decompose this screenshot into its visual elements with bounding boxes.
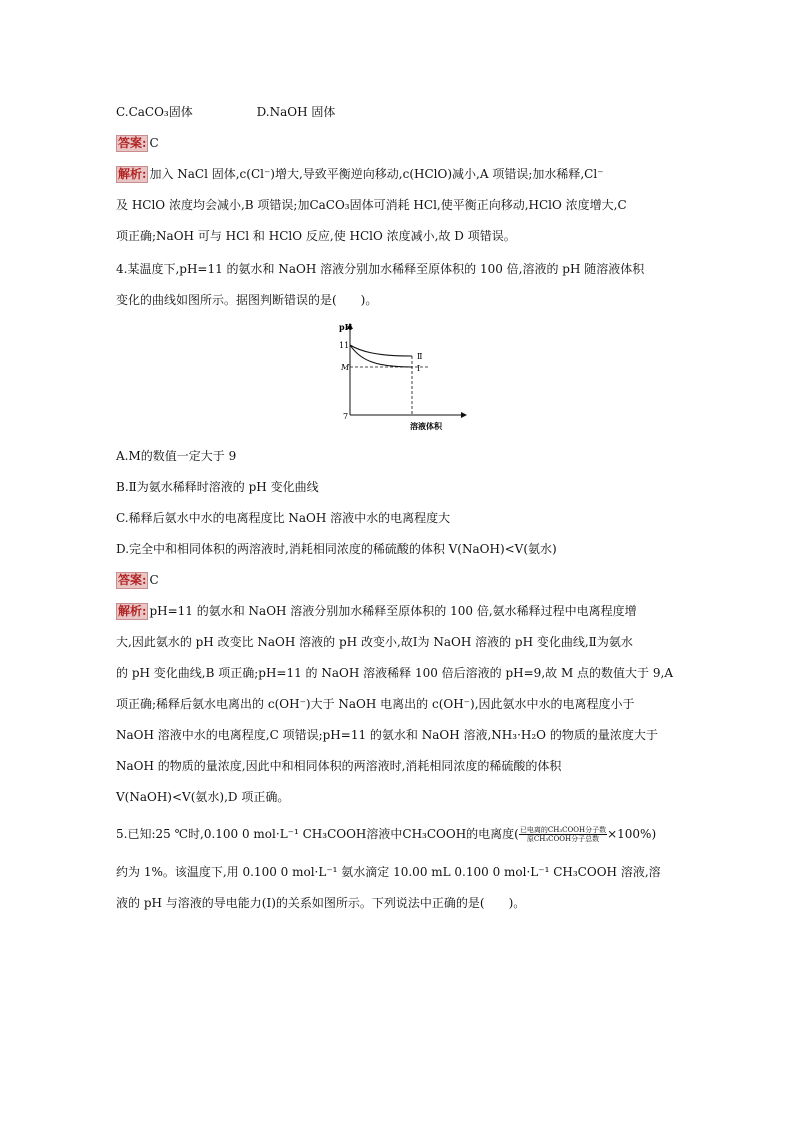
q4-analysis-line-2: 大,因此氨水的 pH 改变比 NaOH 溶液的 pH 改变小,故Ⅰ为 NaOH 溶液的 pH 变化曲线,Ⅱ为氨水 <box>116 635 633 649</box>
answer-tag: 答案: <box>118 136 147 150</box>
curve-ii <box>350 345 412 356</box>
q4-analysis-line-4: 项正确;稀释后氨水电离出的 c(OH⁻)大于 NaOH 电离出的 c(OH⁻),因此氨水中水的电离程度小于 <box>116 697 635 711</box>
analysis-text: pH=11 的氨水和 NaOH 溶液分别加水稀释至原体积的 100 倍,氨水稀释过程中电离程度增 <box>149 604 637 618</box>
answer-value: C <box>149 573 159 587</box>
curve-ii-label: Ⅱ <box>417 352 423 361</box>
answer-tag: 答案: <box>118 573 147 587</box>
ionization-degree-fraction <box>519 826 607 843</box>
y-axis-label: pH <box>339 322 353 332</box>
q3-answer <box>116 135 696 152</box>
q4-analysis-line-6: NaOH 的物质的量浓度,因此中和相同体积的两溶液时,消耗相同浓度的稀硫酸的体积 <box>116 759 562 773</box>
q4-stem-line-1: 4.某温度下,pH=11 的氨水和 NaOH 溶液分别加水稀释至原体积的 100 倍,溶液的 pH 随溶液体积 <box>116 262 645 276</box>
q4-option-d: D.完全中和相同体积的两溶液时,消耗相同浓度的稀硫酸的体积 V(NaOH)<V(氨水) <box>116 542 557 556</box>
q5-stem-post: ×100%) <box>607 827 657 841</box>
q5-stem-line-2: 约为 1%。该温度下,用 0.100 0 mol·L⁻¹ 氨水滴定 10.00 mL 0.100 0 mol·L⁻¹ CH₃COOH 溶液,溶 <box>116 865 661 879</box>
tick-7: 7 <box>343 412 349 421</box>
analysis-text: 加入 NaCl 固体,c(Cl⁻)增大,导致平衡逆向移动,c(HClO)减小,A 项错误;加水稀释,Cl⁻ <box>149 167 604 181</box>
q3-option-c: C.CaCO₃固体 <box>116 105 193 119</box>
q3-analysis-line-3: 项正确;NaOH 可与 HCl 和 HClO 反应,使 HClO 浓度减小,故 D 项错误。 <box>116 229 516 243</box>
analysis-tag: 解析: <box>118 167 147 181</box>
analysis-tag: 解析: <box>118 604 147 618</box>
tick-11: 11 <box>339 341 350 350</box>
x-axis-label: 溶液体积 <box>410 421 442 431</box>
q3-options <box>116 104 696 120</box>
q4-option-b: B.Ⅱ为氨水稀释时溶液的 pH 变化曲线 <box>116 480 319 494</box>
q4-analysis-line-7: V(NaOH)<V(氨水),D 项正确。 <box>116 790 290 804</box>
q4-option-a: A.M的数值一定大于 9 <box>116 449 237 463</box>
ph-dilution-graph <box>330 318 470 432</box>
q4-answer <box>116 572 696 589</box>
q4-analysis-line-1 <box>116 603 696 620</box>
q3-analysis-line-1 <box>116 166 696 183</box>
answer-value: C <box>149 136 159 150</box>
curve-i-label: Ⅰ <box>417 364 421 373</box>
fraction-denominator: 原CH₃COOH分子总数 <box>526 835 600 843</box>
q3-option-d: D.NaOH 固体 <box>256 105 336 119</box>
q4-analysis-line-3: 的 pH 变化曲线,B 项正确;pH=11 的 NaOH 溶液稀释 100 倍后溶液的 pH=9,故 M 点的数值大于 9,A <box>116 666 673 680</box>
q4-analysis-line-5: NaOH 溶液中水的电离程度,C 项错误;pH=11 的氨水和 NaOH 溶液,NH₃·H₂O 的物质的量浓度大于 <box>116 728 658 742</box>
tick-m: M <box>341 363 350 372</box>
q4-option-c: C.稀释后氨水中水的电离程度比 NaOH 溶液中水的电离程度大 <box>116 511 451 525</box>
q5-stem-line-3: 液的 pH 与溶液的导电能力(I)的关系如图所示。下列说法中正确的是( )。 <box>116 896 526 910</box>
q3-analysis-line-2: 及 HClO 浓度均会减小,B 项错误;加CaCO₃固体可消耗 HCl,使平衡正向移动,HClO 浓度增大,C <box>116 198 627 212</box>
q5-stem-pre: 5.已知:25 ℃时,0.100 0 mol·L⁻¹ CH₃COOH溶液中CH₃COOH的电离度( <box>116 827 519 841</box>
fraction-numerator: 已电离的CH₃COOH分子数 <box>519 826 607 834</box>
q5-stem-line-1 <box>116 826 696 843</box>
q4-stem-line-2: 变化的曲线如图所示。据图判断错误的是( )。 <box>116 293 378 307</box>
